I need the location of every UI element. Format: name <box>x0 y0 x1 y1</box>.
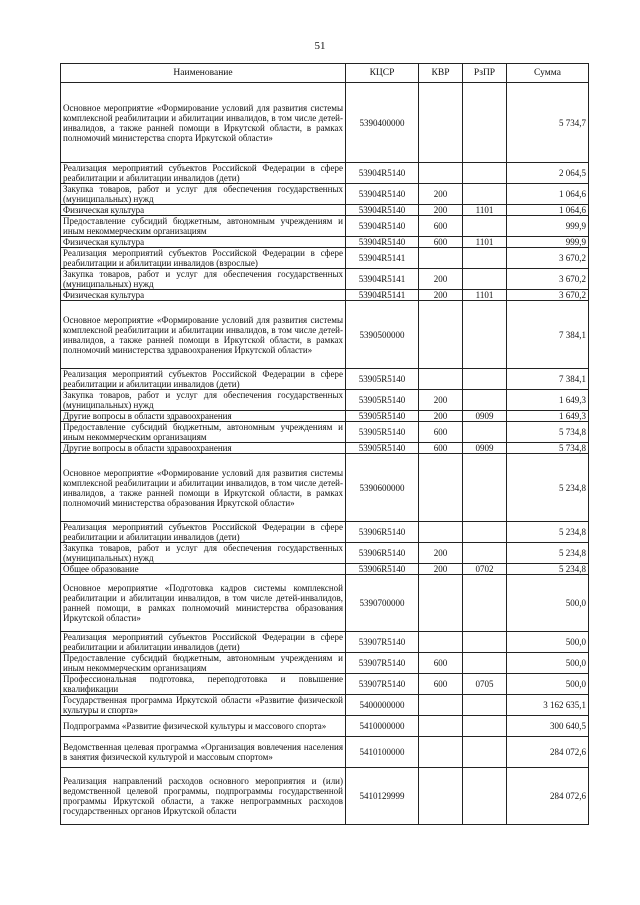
row-name: Закупка товаров, работ и услуг для обеспечения государственных (муниципальных) нужд <box>61 184 346 205</box>
row-sum: 2 064,5 <box>507 163 589 184</box>
row-kvr <box>419 768 463 825</box>
row-sum: 500,0 <box>507 653 589 674</box>
row-kvr <box>419 369 463 390</box>
row-name: Другие вопросы в области здравоохранения <box>61 411 346 422</box>
row-kvr <box>419 737 463 768</box>
row-kvr <box>419 716 463 737</box>
row-rzpr <box>463 522 507 543</box>
row-code: 5390600000 <box>346 454 419 522</box>
header-sum: Сумма <box>507 64 589 83</box>
row-name: Реализация мероприятий субъектов Российской Федерации в сфере реабилитации и абилитации инвалидов (взрослые) <box>61 248 346 269</box>
row-sum: 5 734,8 <box>507 443 589 454</box>
row-rzpr: 0909 <box>463 443 507 454</box>
table-row <box>61 290 589 301</box>
row-name: Основное мероприятие «Формирование условий для развития системы комплексной реабилитации и абилитации инвалидов, в том числе детей-инвалидов, а также ранней помощи в Иркутской области, в рамках полномочий министерства образования Иркутской области» <box>61 454 346 522</box>
row-rzpr <box>463 454 507 522</box>
table-row <box>61 695 589 716</box>
row-name: Реализация мероприятий субъектов Российской Федерации в сфере реабилитации и абилитации инвалидов (дети) <box>61 632 346 653</box>
table-row <box>61 653 589 674</box>
row-code: 53904R5140 <box>346 184 419 205</box>
row-code: 53906R5140 <box>346 564 419 575</box>
row-name: Реализация мероприятий субъектов Российской Федерации в сфере реабилитации и абилитации инвалидов (дети) <box>61 522 346 543</box>
table-row <box>61 454 589 522</box>
row-sum: 999,9 <box>507 216 589 237</box>
row-name: Предоставление субсидий бюджетным, автономным учреждениям и иным некоммерческим организациям <box>61 422 346 443</box>
row-sum: 500,0 <box>507 674 589 695</box>
table-row <box>61 390 589 411</box>
row-name: Основное мероприятие «Формирование условий для развития системы комплексной реабилитации и абилитации инвалидов, в том числе детей-инвалидов, а также ранней помощи в Иркутской области, в рамках полномочий министерства здравоохранения Иркутской области» <box>61 301 346 369</box>
row-code: 53904R5140 <box>346 205 419 216</box>
row-name: Основное мероприятие «Подготовка кадров системы комплексной реабилитации и абилитации инвалидов, в том числе детей-инвалидов, ранней помощи, в рамках полномочий министерства образования Иркутской области» <box>61 575 346 632</box>
row-sum: 3 670,2 <box>507 290 589 301</box>
row-code: 53905R5140 <box>346 369 419 390</box>
row-rzpr: 1101 <box>463 237 507 248</box>
row-rzpr <box>463 422 507 443</box>
row-code: 53907R5140 <box>346 674 419 695</box>
row-kvr: 200 <box>419 543 463 564</box>
header-code: КЦСР <box>346 64 419 83</box>
table-row <box>61 674 589 695</box>
row-rzpr <box>463 653 507 674</box>
row-sum: 1 649,3 <box>507 411 589 422</box>
table-row <box>61 522 589 543</box>
row-kvr <box>419 83 463 163</box>
row-name: Реализация направлений расходов основного мероприятия и (или) ведомственной целевой программы, подпрограммы государственной программы Иркутской области, а также непрограммных расходов государственных органов Иркутской области <box>61 768 346 825</box>
row-kvr: 600 <box>419 674 463 695</box>
row-rzpr <box>463 716 507 737</box>
table-header-row <box>61 64 589 83</box>
row-kvr: 200 <box>419 269 463 290</box>
row-code: 53904R5141 <box>346 248 419 269</box>
row-sum: 1 064,6 <box>507 184 589 205</box>
row-kvr: 600 <box>419 216 463 237</box>
row-sum: 284 072,6 <box>507 768 589 825</box>
row-kvr: 200 <box>419 205 463 216</box>
row-sum: 500,0 <box>507 632 589 653</box>
row-code: 53905R5140 <box>346 422 419 443</box>
row-sum: 5 234,8 <box>507 454 589 522</box>
table-row <box>61 369 589 390</box>
row-rzpr <box>463 369 507 390</box>
table-row <box>61 216 589 237</box>
page-number: 51 <box>314 40 326 52</box>
row-kvr <box>419 163 463 184</box>
row-code: 5410000000 <box>346 716 419 737</box>
row-name: Профессиональная подготовка, переподготовка и повышение квалификации <box>61 674 346 695</box>
row-kvr: 600 <box>419 422 463 443</box>
header-kvr: КВР <box>419 64 463 83</box>
row-code: 53906R5140 <box>346 543 419 564</box>
row-kvr: 600 <box>419 443 463 454</box>
table-row <box>61 422 589 443</box>
row-code: 5390500000 <box>346 301 419 369</box>
row-rzpr <box>463 575 507 632</box>
row-name: Подпрограмма «Развитие физической культуры и массового спорта» <box>61 716 346 737</box>
row-name: Ведомственная целевая программа «Организация вовлечения населения в занятия физической культурой и массовым спортом» <box>61 737 346 768</box>
row-code: 53904R5140 <box>346 163 419 184</box>
row-sum: 5 234,8 <box>507 522 589 543</box>
row-name: Предоставление субсидий бюджетным, автономным учреждениям и иным некоммерческим организациям <box>61 216 346 237</box>
table-row <box>61 443 589 454</box>
row-code: 53904R5141 <box>346 290 419 301</box>
row-code: 53907R5140 <box>346 653 419 674</box>
table-row <box>61 163 589 184</box>
row-kvr: 200 <box>419 411 463 422</box>
header-rzpr: РзПР <box>463 64 507 83</box>
row-rzpr <box>463 216 507 237</box>
row-code: 53907R5140 <box>346 632 419 653</box>
row-sum: 3 162 635,1 <box>507 695 589 716</box>
row-code: 5400000000 <box>346 695 419 716</box>
row-name: Государственная программа Иркутской области «Развитие физической культуры и спорта» <box>61 695 346 716</box>
row-kvr <box>419 632 463 653</box>
table-row <box>61 205 589 216</box>
table-row <box>61 575 589 632</box>
row-rzpr <box>463 248 507 269</box>
row-name: Реализация мероприятий субъектов Российской Федерации в сфере реабилитации и абилитации инвалидов (дети) <box>61 369 346 390</box>
row-rzpr: 0909 <box>463 411 507 422</box>
row-kvr: 200 <box>419 564 463 575</box>
row-code: 53906R5140 <box>346 522 419 543</box>
row-kvr <box>419 575 463 632</box>
row-rzpr <box>463 184 507 205</box>
table-row <box>61 237 589 248</box>
row-rzpr <box>463 695 507 716</box>
row-name: Предоставление субсидий бюджетным, автономным учреждениям и иным некоммерческим организациям <box>61 653 346 674</box>
table-row <box>61 269 589 290</box>
table-row <box>61 768 589 825</box>
table-row <box>61 543 589 564</box>
row-sum: 7 384,1 <box>507 301 589 369</box>
row-code: 53904R5140 <box>346 237 419 248</box>
row-kvr: 200 <box>419 390 463 411</box>
row-kvr: 600 <box>419 653 463 674</box>
row-kvr: 600 <box>419 237 463 248</box>
row-name: Физическая культура <box>61 205 346 216</box>
row-rzpr <box>463 737 507 768</box>
row-rzpr <box>463 301 507 369</box>
row-code: 5390700000 <box>346 575 419 632</box>
row-kvr <box>419 522 463 543</box>
row-name: Другие вопросы в области здравоохранения <box>61 443 346 454</box>
row-name: Общее образование <box>61 564 346 575</box>
row-code: 53905R5140 <box>346 443 419 454</box>
row-rzpr <box>463 390 507 411</box>
row-rzpr <box>463 632 507 653</box>
row-kvr <box>419 301 463 369</box>
table-row <box>61 411 589 422</box>
row-rzpr <box>463 163 507 184</box>
table-row <box>61 716 589 737</box>
table-row <box>61 301 589 369</box>
table-row <box>61 83 589 163</box>
row-rzpr: 0705 <box>463 674 507 695</box>
row-name: Закупка товаров, работ и услуг для обеспечения государственных (муниципальных) нужд <box>61 390 346 411</box>
row-code: 5410100000 <box>346 737 419 768</box>
row-rzpr <box>463 83 507 163</box>
row-name: Реализация мероприятий субъектов Российской Федерации в сфере реабилитации и абилитации инвалидов (дети) <box>61 163 346 184</box>
table-row <box>61 248 589 269</box>
row-rzpr <box>463 768 507 825</box>
row-kvr: 200 <box>419 290 463 301</box>
row-rzpr <box>463 543 507 564</box>
table-row <box>61 632 589 653</box>
row-rzpr: 1101 <box>463 290 507 301</box>
row-name: Закупка товаров, работ и услуг для обеспечения государственных (муниципальных) нужд <box>61 269 346 290</box>
row-kvr <box>419 695 463 716</box>
row-code: 53905R5140 <box>346 390 419 411</box>
row-sum: 284 072,6 <box>507 737 589 768</box>
row-sum: 5 734,8 <box>507 422 589 443</box>
row-sum: 1 064,6 <box>507 205 589 216</box>
table-row <box>61 184 589 205</box>
table-row <box>61 564 589 575</box>
row-kvr: 200 <box>419 184 463 205</box>
row-sum: 999,9 <box>507 237 589 248</box>
row-rzpr: 0702 <box>463 564 507 575</box>
row-sum: 1 649,3 <box>507 390 589 411</box>
row-kvr <box>419 454 463 522</box>
row-code: 5390400000 <box>346 83 419 163</box>
row-code: 53905R5140 <box>346 411 419 422</box>
row-sum: 300 640,5 <box>507 716 589 737</box>
row-name: Физическая культура <box>61 237 346 248</box>
row-sum: 3 670,2 <box>507 269 589 290</box>
row-sum: 5 234,8 <box>507 564 589 575</box>
row-sum: 5 234,8 <box>507 543 589 564</box>
row-name: Основное мероприятие «Формирование условий для развития системы комплексной реабилитации и абилитации инвалидов, в том числе детей-инвалидов, а также ранней помощи в Иркутской области, в рамках полномочий министерства спорта Иркутской области» <box>61 83 346 163</box>
row-name: Закупка товаров, работ и услуг для обеспечения государственных (муниципальных) нужд <box>61 543 346 564</box>
row-sum: 7 384,1 <box>507 369 589 390</box>
header-name: Наименование <box>61 64 346 83</box>
row-kvr <box>419 248 463 269</box>
row-sum: 3 670,2 <box>507 248 589 269</box>
row-code: 53904R5140 <box>346 216 419 237</box>
row-sum: 5 734,7 <box>507 83 589 163</box>
row-code: 53904R5141 <box>346 269 419 290</box>
row-sum: 500,0 <box>507 575 589 632</box>
row-rzpr: 1101 <box>463 205 507 216</box>
row-name: Физическая культура <box>61 290 346 301</box>
budget-table <box>60 63 589 825</box>
row-rzpr <box>463 269 507 290</box>
table-row <box>61 737 589 768</box>
row-code: 5410129999 <box>346 768 419 825</box>
